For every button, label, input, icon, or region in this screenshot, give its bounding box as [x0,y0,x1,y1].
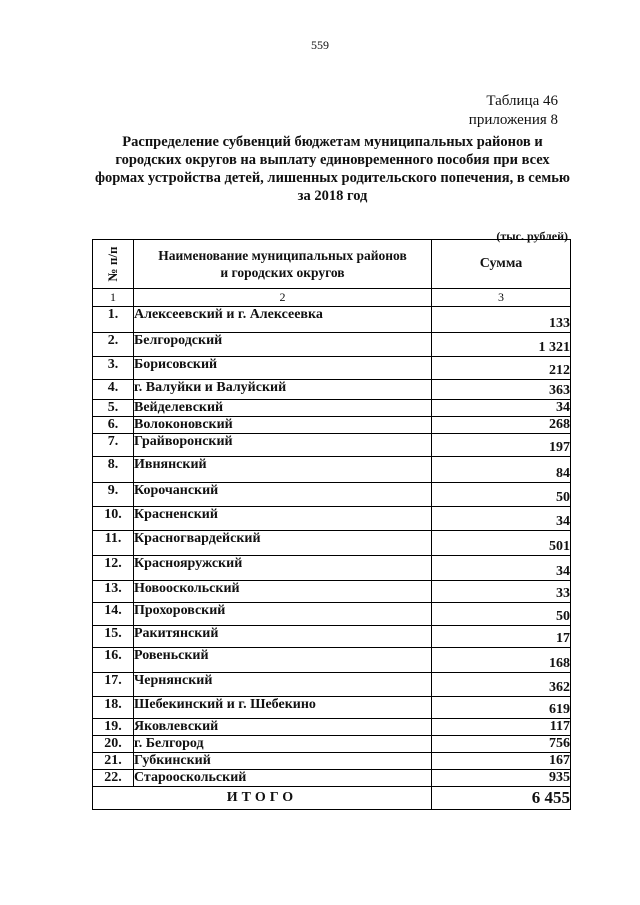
cell-sum: 167 [432,753,571,770]
table-row [93,556,571,581]
cell-num: 16. [93,648,134,673]
cell-num: 22. [93,770,134,787]
cell-name: Волоконовский [134,417,432,434]
cell-num: 15. [93,626,134,648]
cell-name: Губкинский [134,753,432,770]
cell-name: Краснояружский [134,556,432,581]
cell-num: 17. [93,673,134,697]
table-row [93,307,571,333]
cell-name: Старооскольский [134,770,432,787]
cell-num: 13. [93,581,134,603]
cell-num: 8. [93,457,134,483]
cell-sum: 117 [432,719,571,736]
table-row [93,457,571,483]
cell-num: 2. [93,333,134,357]
cell-name: Ивнянский [134,457,432,483]
table-row [93,603,571,626]
table-row [93,434,571,457]
cell-sum: 133 [432,307,571,333]
table-row [93,417,571,434]
cell-sum: 34 [432,507,571,531]
cell-sum: 619 [432,697,571,719]
table-caption-line1: Таблица 46 [486,93,558,109]
table-row [93,581,571,603]
cell-sum: 17 [432,626,571,648]
cell-num: 1. [93,307,134,333]
table-caption [469,92,558,130]
table-row [93,753,571,770]
cell-name: Корочанский [134,483,432,507]
cell-name: Красненский [134,507,432,531]
table-body [93,307,571,787]
cell-sum: 1 321 [432,333,571,357]
column-number: 1 [93,289,134,307]
cell-num: 4. [93,380,134,400]
total-row [93,787,571,810]
cell-name: Прохоровский [134,603,432,626]
cell-name: Грайворонский [134,434,432,457]
cell-name: Шебекинский и г. Шебекино [134,697,432,719]
table-row [93,673,571,697]
table-row [93,483,571,507]
cell-name: Красногвардейский [134,531,432,556]
table-row [93,380,571,400]
cell-num: 3. [93,357,134,380]
table-caption-line2: приложения 8 [468,112,558,128]
cell-name: Ровеньский [134,648,432,673]
table-row [93,770,571,787]
table-row [93,697,571,719]
cell-name: Ракитянский [134,626,432,648]
units-label: (тыс. рублей) [496,229,568,243]
cell-sum: 50 [432,603,571,626]
cell-name: Новооскольский [134,581,432,603]
cell-sum: 168 [432,648,571,673]
cell-sum: 268 [432,417,571,434]
cell-sum: 212 [432,357,571,380]
cell-sum: 362 [432,673,571,697]
cell-sum: 34 [432,556,571,581]
column-number: 2 [134,289,432,307]
subvention-table [92,239,571,810]
table-row [93,719,571,736]
cell-name: Алексеевский и г. Алексеевка [134,307,432,333]
page-number: 559 [311,38,329,52]
cell-num: 19. [93,719,134,736]
table-header-row [93,240,571,289]
column-number: 3 [432,289,571,307]
header-sum: Сумма [432,240,571,289]
total-sum: 6 455 [432,787,571,810]
cell-num: 11. [93,531,134,556]
cell-sum: 33 [432,581,571,603]
cell-num: 10. [93,507,134,531]
cell-name: Чернянский [134,673,432,697]
cell-sum: 84 [432,457,571,483]
cell-name: г. Валуйки и Валуйский [134,380,432,400]
cell-num: 21. [93,753,134,770]
table-row [93,736,571,753]
cell-num: 14. [93,603,134,626]
cell-num: 6. [93,417,134,434]
cell-num: 5. [93,400,134,417]
header-num [93,240,134,289]
cell-sum: 501 [432,531,571,556]
cell-sum: 935 [432,770,571,787]
table-row [93,531,571,556]
cell-sum: 363 [432,380,571,400]
header-name-line1: Наименование муниципальных районов [158,248,407,263]
cell-name: Яковлевский [134,719,432,736]
cell-num: 18. [93,697,134,719]
document-title: Распределение субвенций бюджетам муниципальных районов и городских округов на выплату единовременного пособия при всех формах устройства детей, лишенных родительского попечения, в семью за 2018 год [95,134,570,204]
total-label: ИТОГО [93,787,432,810]
cell-num: 12. [93,556,134,581]
table-row [93,400,571,417]
header-name [134,240,432,289]
table-row [93,357,571,380]
cell-sum: 197 [432,434,571,457]
table-row [93,648,571,673]
column-number-row [93,289,571,307]
table-row [93,507,571,531]
cell-sum: 34 [432,400,571,417]
cell-name: г. Белгород [134,736,432,753]
cell-num: 20. [93,736,134,753]
table-row [93,333,571,357]
header-name-line2: и городских округов [220,265,345,280]
header-num-label: № п/п [105,246,120,282]
cell-name: Белгородский [134,333,432,357]
cell-num: 9. [93,483,134,507]
cell-name: Борисовский [134,357,432,380]
cell-sum: 756 [432,736,571,753]
cell-num: 7. [93,434,134,457]
cell-sum: 50 [432,483,571,507]
cell-name: Вейделевский [134,400,432,417]
table-row [93,626,571,648]
